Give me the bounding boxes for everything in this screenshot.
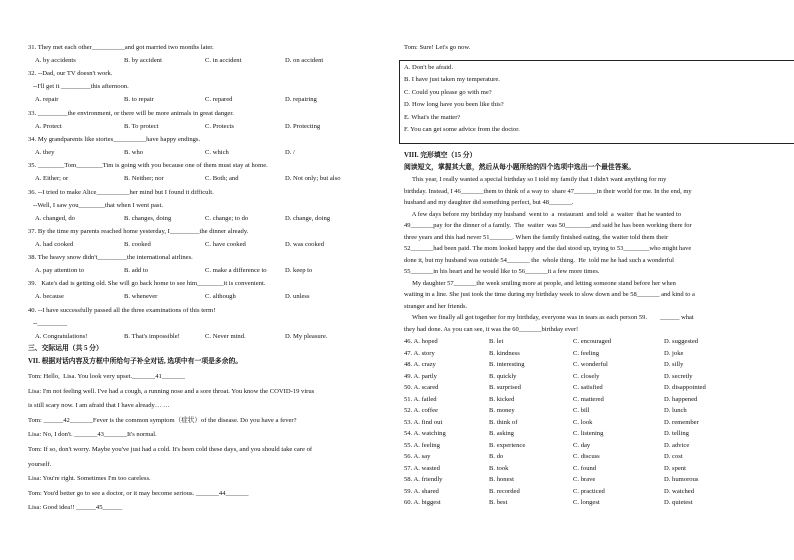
- answer-option: B. cooked: [124, 240, 151, 248]
- cloze-option: D. joke: [664, 349, 684, 357]
- answer-option: D. My pleasure.: [285, 332, 328, 340]
- answer-option: A. Protect: [35, 122, 62, 130]
- cloze-option: C. mattered: [573, 395, 604, 403]
- passage-line: 52_______had been paid. The mom looked happy and the dad stood up, trying to 53________who might have: [404, 245, 692, 252]
- cloze-option: D. advice: [664, 441, 690, 449]
- question-stem: 38. The heavy snow didn't_________the international airlines.: [28, 254, 193, 262]
- cloze-option: B. think of: [489, 418, 518, 426]
- cloze-option: 54. A. watching: [404, 430, 446, 438]
- cloze-option: D. lunch: [664, 407, 687, 415]
- answer-option: B. That's impossible!: [124, 332, 180, 340]
- dialogue-line: yourself.: [28, 460, 52, 468]
- box-option: E. What's the matter?: [404, 113, 461, 121]
- passage-line: 55_______in his heart and he would like to 56_______it a few more times.: [404, 268, 600, 275]
- question-stem: 31. They met each other__________and got married two months later.: [28, 44, 214, 51]
- answer-option: A. changed, do: [35, 214, 75, 222]
- cloze-option: D. suggested: [664, 338, 699, 345]
- dialogue-line: Lisa: I'm not feeling well. I've had a cough, a running nose and a sore throat. You know the COVID-19 virus: [28, 387, 315, 395]
- dialogue-line: Lisa: Good idea!! ______45______: [28, 504, 123, 512]
- passage-line: This year, I really wanted a special birthday so I told my family that I didn't want anything for my: [404, 176, 667, 183]
- cloze-option: B. surprised: [489, 384, 521, 392]
- cloze-option: B. recorded: [489, 487, 520, 495]
- answer-option: A. repair: [35, 96, 59, 104]
- box-option: C. Could you please go with me?: [404, 88, 492, 96]
- cloze-option: 50. A. scared: [404, 384, 439, 392]
- cloze-option: D. watched: [664, 487, 695, 495]
- cloze-option: 60. A. biggest: [404, 499, 441, 507]
- cloze-option: B. interesting: [489, 361, 525, 369]
- cloze-option: C. brave: [573, 476, 596, 484]
- cloze-option: B. kindness: [489, 349, 520, 357]
- answer-option: A. Either; or: [35, 175, 69, 183]
- answer-option: C. have cooked: [205, 240, 246, 248]
- answer-option: D. on accident: [285, 57, 324, 64]
- answer-option: B. changes, doing: [124, 214, 172, 222]
- cloze-option: C. satisfied: [573, 384, 603, 392]
- answer-option: A. had cooked: [35, 240, 74, 248]
- dialogue-line: Tom: ______42_______Fever is the common symptom（症状）of the disease. Do you have a fever?: [28, 416, 297, 424]
- answer-option: C. make a difference to: [205, 267, 267, 275]
- dialogue-line: Tom: Hello, Lisa. You look very upset._______41_______: [28, 373, 185, 380]
- dialogue-line: Tom: Sure! Let's go now.: [404, 44, 471, 51]
- answer-option: C. Both; and: [205, 175, 239, 183]
- box-option: A. Don't be afraid.: [404, 64, 453, 71]
- question-stem: 36. --I tried to make Alice__________her mind but I found it difficult.: [28, 188, 214, 196]
- cloze-option: B. asking: [489, 430, 514, 438]
- question-stem: 33. _________the environment, or there will be more animals in great danger.: [28, 109, 234, 117]
- section-heading: VIII. 完形填空（15 分）: [404, 152, 477, 159]
- cloze-option: 52. A. coffee: [404, 407, 438, 415]
- cloze-option: B. money: [489, 407, 515, 415]
- section-instruction: 阅读短文，掌握其大意，然后从每小题所给的四个选项中选出一个最佳答案。: [404, 164, 636, 171]
- cloze-option: C. discuss: [573, 453, 600, 461]
- cloze-option: C. practiced: [573, 487, 605, 495]
- dialogue-line: is still scary now. I am afraid that I have already… …: [28, 402, 170, 410]
- passage-line: done it, but my husband was outside 54_______ the whole thing. He told me he had such a wonderful: [404, 256, 674, 264]
- cloze-option: 48. A. crazy: [404, 361, 436, 369]
- cloze-option: B. took: [489, 464, 509, 472]
- section-heading: 三、交际运用（共 5 分）: [28, 345, 103, 352]
- answer-option: B. who: [124, 148, 144, 156]
- box-option: F. You can get some advice from the doctor.: [404, 126, 520, 133]
- answer-option: D. Protecting: [285, 122, 321, 130]
- cloze-option: 49. A. partly: [404, 372, 437, 380]
- cloze-option: D. happened: [664, 395, 698, 403]
- cloze-option: B. kicked: [489, 395, 515, 403]
- cloze-option: C. listening: [573, 430, 604, 438]
- passage-line: husband and my daughter did something perfect, but 48_______.: [404, 199, 574, 206]
- question-stem: 39. Kate's dad is getting old. She will go back home to see him________it is convenient.: [28, 280, 266, 288]
- cloze-option: B. do: [489, 453, 504, 461]
- cloze-option: D. cost: [664, 453, 683, 461]
- cloze-option: 58. A. friendly: [404, 476, 443, 484]
- passage-line: A few days before my birthday my husband went to a restaurant and told a waiter that he wanted to: [404, 210, 682, 218]
- answer-option: A. by accidents: [35, 57, 76, 64]
- question-stem: 35. ________Tom________Tim is going with you because one of them must stay at home.: [28, 162, 268, 170]
- cloze-option: C. longest: [573, 499, 600, 507]
- cloze-option: 53. A. find out: [404, 418, 443, 426]
- answer-option: B. Neither; nor: [124, 175, 164, 183]
- cloze-option: 47. A. story: [404, 349, 435, 357]
- cloze-option: C. bill: [573, 407, 590, 415]
- cloze-option: 55. A. feeling: [404, 441, 440, 449]
- cloze-option: 46. A. hoped: [404, 338, 438, 345]
- answer-option: B. whenever: [124, 293, 158, 301]
- answer-option: B. by accident: [124, 57, 162, 64]
- cloze-option: D. silly: [664, 361, 684, 369]
- cloze-option: D. secretly: [664, 372, 693, 380]
- dialogue-line: Tom: If so, don't worry. Maybe you've just had a cold. It's been cold these days, and you should take care of: [28, 446, 313, 453]
- passage-line: 49_______pay for the dinner of a family. The waiter was 50________and said he has been working there for: [404, 222, 692, 229]
- answer-option: C. in accident: [205, 57, 242, 64]
- cloze-option: B. let: [489, 338, 504, 345]
- question-stem-continued: --_________: [28, 319, 68, 327]
- passage-line: When we finally all got together for my birthday, everyone was in tears as each person 59. ______ what: [404, 314, 694, 321]
- answer-option: A. pay attention to: [35, 267, 85, 275]
- answer-option: D. /: [285, 148, 295, 156]
- cloze-option: D. disappointed: [664, 384, 706, 392]
- answer-option: C. although: [205, 293, 236, 301]
- answer-option: C. repared: [205, 96, 233, 104]
- cloze-option: 57. A. wasted: [404, 464, 440, 472]
- passage-line: My daughter 57_______the week smiling more at people, and letting someone stand before her when: [404, 279, 676, 287]
- cloze-option: D. spent: [664, 464, 686, 472]
- cloze-option: D. remember: [664, 418, 699, 426]
- cloze-option: B. quickly: [489, 372, 517, 380]
- answer-option: C. which: [205, 148, 229, 156]
- answer-option: A. Congratulations!: [35, 332, 88, 340]
- answer-option: D. change, doing: [285, 214, 331, 222]
- cloze-option: C. closely: [573, 372, 600, 380]
- cloze-option: C. wonderful: [573, 361, 608, 369]
- box-option: B. I have just taken my temperature.: [404, 76, 500, 84]
- passage-line: three years and this had never 51_______. When the family finished eating, the waiter told them their: [404, 233, 669, 241]
- cloze-option: C. day: [573, 441, 591, 449]
- dialogue-line: Tom: You'd better go to see a doctor, or it may become serious. _______44_______: [28, 489, 249, 497]
- cloze-option: C. found: [573, 464, 597, 472]
- cloze-option: B. honest: [489, 476, 514, 484]
- dialogue-line: Lisa: You're right. Sometimes I'm too careless.: [28, 475, 151, 483]
- cloze-option: D. quietest: [664, 499, 693, 507]
- passage-line: they had done. As you can see, it was the 60_______birthday ever!: [404, 325, 579, 333]
- question-stem: 40. --I have successfully passed all the three examinations of this term!: [28, 306, 216, 314]
- answer-option: D. was cooked: [285, 240, 325, 248]
- passage-line: birthday. Instead, I 46_______them to think of a way to share 47_______in their world for me. In the end, my: [404, 187, 692, 195]
- answer-option: C. change; to do: [205, 214, 249, 222]
- cloze-option: D. telling: [664, 430, 689, 438]
- answer-option: D. Not only; but also: [285, 175, 341, 183]
- cloze-option: C. look: [573, 418, 593, 426]
- cloze-option: C. encouraged: [573, 338, 612, 345]
- cloze-option: 59. A. shared: [404, 487, 439, 495]
- question-stem-continued: --Well, I saw you________that when I went past.: [28, 201, 163, 209]
- cloze-option: C. feeling: [573, 349, 600, 357]
- question-stem: 32. --Dad, our TV doesn't work.: [28, 70, 113, 78]
- answer-option: C. Never mind.: [205, 332, 246, 340]
- dialogue-line: Lisa: No, I don't. _______43_______It's normal.: [28, 431, 157, 439]
- passage-line: waiting in a line. She just took the time during my birthday week to slow down and be 58_______ and kind to a: [404, 291, 695, 298]
- box-option: D. How long have you been like this?: [404, 101, 504, 109]
- answer-option: C. Protects: [205, 122, 234, 130]
- answer-option: B. to repair: [124, 96, 154, 104]
- passage-line: stranger and her friends.: [404, 302, 468, 310]
- cloze-option: B. experience: [489, 441, 526, 449]
- cloze-option: D. humorous: [664, 476, 699, 484]
- section-heading: VII. 根据对话内容及方框中所给句子补全对话, 选项中有一项是多余的。: [28, 358, 243, 365]
- answer-option: B. To protect: [124, 122, 159, 130]
- answer-option: D. keep to: [285, 267, 313, 275]
- answer-option: A. because: [35, 293, 64, 301]
- question-stem-continued: --I'll get it _________this afternoon.: [28, 83, 129, 91]
- cloze-option: B. best: [489, 499, 508, 507]
- cloze-option: 56. A. say: [404, 453, 431, 461]
- answer-option: D. repairing: [285, 96, 317, 104]
- question-stem: 37. By the time my parents reached home yesterday, I_________the dinner already.: [28, 227, 249, 235]
- question-stem: 34. My grandparents like stories__________have happy endings.: [28, 135, 201, 143]
- cloze-passage: [404, 174, 770, 335]
- cloze-option: 51. A. failed: [404, 395, 437, 403]
- answer-option: B. add to: [124, 267, 148, 275]
- answer-option: A. they: [35, 148, 55, 156]
- answer-option: D. unless: [285, 293, 310, 301]
